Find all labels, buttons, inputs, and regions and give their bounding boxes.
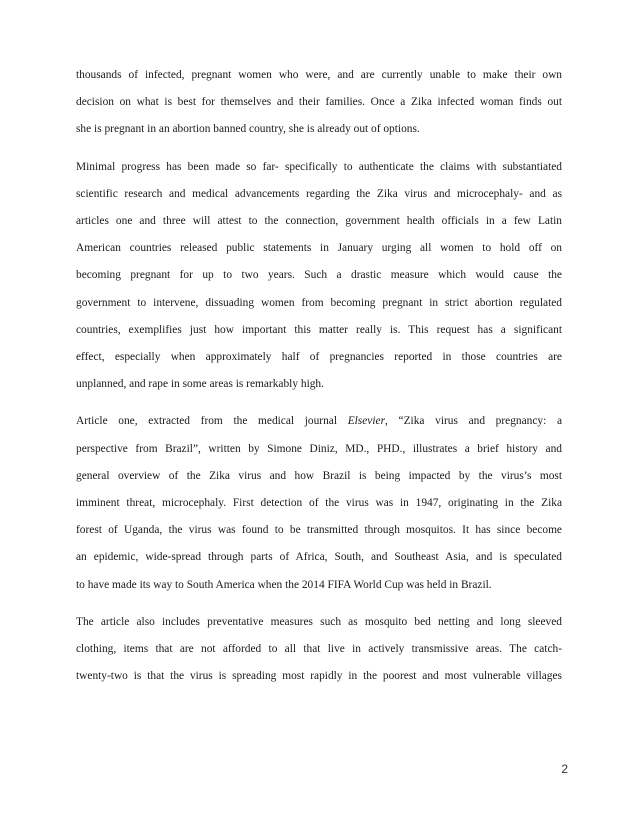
page-number: 2 bbox=[561, 762, 568, 776]
text-line: The article also includes preventative measures such as mosquito bed netting and long sleeved bbox=[76, 615, 562, 628]
text-span: , “Zika virus and pregnancy: a bbox=[385, 415, 562, 428]
text-line bbox=[76, 408, 562, 435]
text-line: imminent threat, microcephaly. First detection of the virus was in 1947, originating in the Zika bbox=[76, 497, 562, 510]
text-line: Minimal progress has been made so far- specifically to authenticate the claims with substantiated bbox=[76, 160, 562, 173]
text-line: effect, especially when approximately half of pregnancies reported in those countries are bbox=[76, 351, 562, 364]
text-line: clothing, items that are not afforded to all that live in actively transmissive areas. The catch- bbox=[76, 643, 562, 656]
text-line: forest of Uganda, the virus was found to be transmitted through mosquitos. It has since become bbox=[76, 524, 562, 537]
text-line: twenty-two is that the virus is spreading most rapidly in the poorest and most vulnerable villages bbox=[76, 670, 562, 683]
text-line: scientific research and medical advancements regarding the Zika virus and microcephaly- and as bbox=[76, 187, 562, 200]
paragraph-3 bbox=[76, 408, 562, 598]
text-line: an epidemic, wide-spread through parts of Africa, South, and Southeast Asia, and is speculated bbox=[76, 551, 562, 564]
text-span: Article one, extracted from the medical journal bbox=[76, 415, 348, 428]
paragraph-2 bbox=[76, 154, 562, 399]
text-line: thousands of infected, pregnant women who were, and are currently unable to make their own bbox=[76, 69, 562, 81]
text-line: American countries released public statements in January urging all women to hold off on bbox=[76, 242, 562, 255]
journal-title: Elsevier bbox=[347, 415, 386, 428]
document-body bbox=[76, 62, 562, 700]
text-line: decision on what is best for themselves and their families. Once a Zika infected woman finds out bbox=[76, 96, 562, 109]
text-line: general overview of the Zika virus and how Brazil is being impacted by the virus’s most bbox=[76, 469, 562, 482]
text-line: unplanned, and rape in some areas is remarkably high. bbox=[76, 378, 324, 391]
text-line: becoming pregnant for up to two years. Such a drastic measure which would cause the bbox=[76, 269, 562, 282]
text-line: government to intervene, dissuading women from becoming pregnant in strict abortion regulated bbox=[76, 296, 562, 309]
text-line: perspective from Brazil”, written by Simone Diniz, MD., PHD., illustrates a brief history and bbox=[76, 442, 562, 455]
paragraph-4 bbox=[76, 609, 562, 691]
paragraph-1 bbox=[76, 62, 562, 144]
text-line: countries, exemplifies just how important this matter really is. This request has a significant bbox=[76, 323, 562, 336]
text-line: articles one and three will attest to the connection, government health officials in a few Latin bbox=[76, 215, 562, 228]
text-line: to have made its way to South America when the 2014 FIFA World Cup was held in Brazil. bbox=[76, 578, 492, 591]
text-line: she is pregnant in an abortion banned country, she is already out of options. bbox=[76, 123, 420, 136]
